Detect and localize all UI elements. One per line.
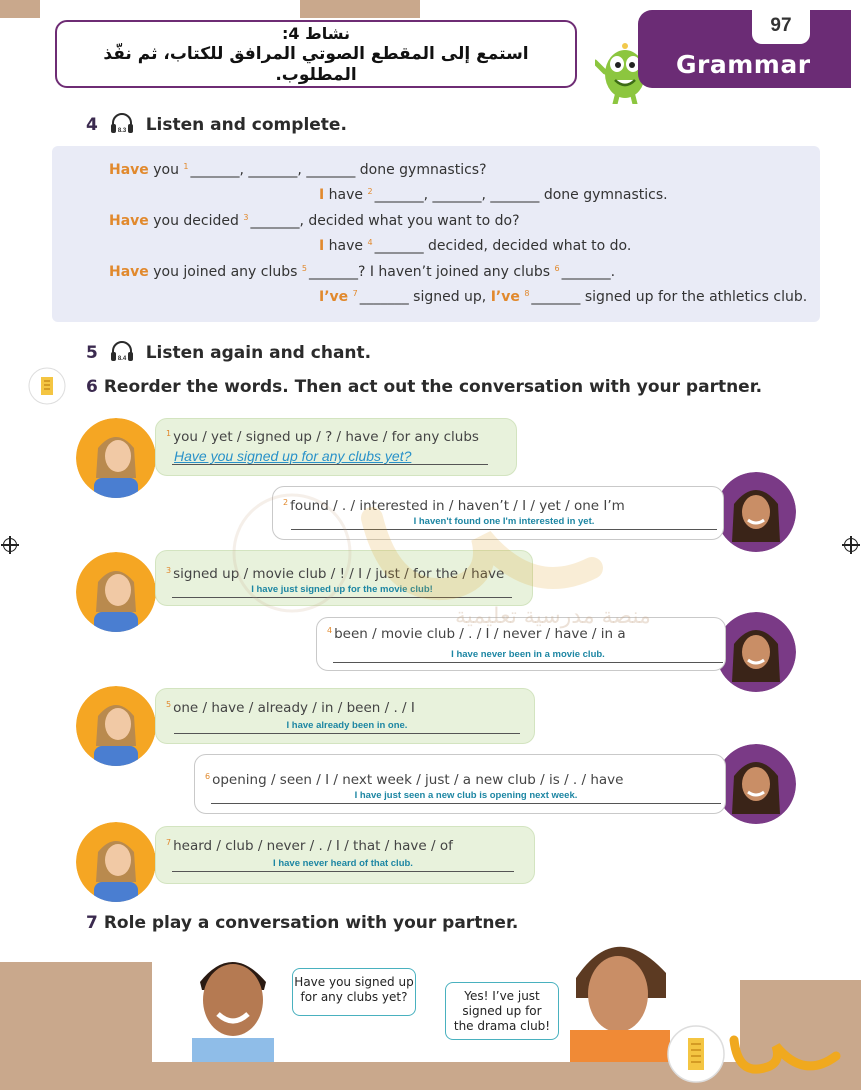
scrambled-prompt: $^6$ opening / seen / I / next week / just / a new club / is / . / have (205, 772, 624, 788)
speech-bubble-7 (155, 826, 535, 884)
answer-field[interactable]: I have just signed up for the movie club! (172, 582, 512, 598)
exercise-5-heading: 5 8.4 Listen again and chant. (86, 340, 371, 363)
girl-avatar-left (76, 552, 156, 632)
section-title: Grammar (676, 50, 811, 79)
girl-avatar-right (716, 612, 796, 692)
girl-avatar-left (76, 822, 156, 902)
girl-avatar-left (76, 418, 156, 498)
answer-field[interactable]: I have never been in a movie club. (333, 647, 723, 663)
role-play-bubble-boy-2: Yes! I’ve just signed up for the drama club! (445, 982, 559, 1040)
complete-line-1: Have you $^1$ _______, _______, _______ done gymnastics? (109, 162, 487, 178)
activity-title: نشاط 4: (281, 24, 351, 43)
complete-line-6: I’ve $^7$ _______ signed up, I’ve $^8$ _______ signed up for the athletics club. (319, 289, 808, 305)
registration-mark-icon (3, 538, 17, 552)
complete-line-3: Have you decided $^3$ _______, decided what you want to do? (109, 213, 520, 229)
watermark-text: منصة مدرسية تعليمية (455, 604, 651, 629)
bottom-decor-left (0, 962, 152, 1090)
track-number: 8.3 (117, 128, 126, 134)
top-tab-left (0, 0, 40, 18)
speech-bubble-1 (155, 418, 517, 476)
scrambled-prompt: $^1$ you / yet / signed up / ? / have / for any clubs (166, 429, 479, 445)
activity-box (55, 20, 577, 88)
scrambled-prompt: $^2$ found / . / interested in / haven’t / I / yet / one I’m (283, 498, 625, 514)
complete-line-2: I have $^2$ _______, _______, _______ done gymnastics. (319, 187, 668, 203)
speech-bubble-5 (155, 688, 535, 744)
exercise-7-heading: 7 Role play a conversation with your partner. (86, 913, 519, 933)
hallool-logo (664, 1020, 842, 1086)
headphones-icon[interactable] (110, 340, 134, 362)
answer-field[interactable]: I have never heard of that club. (172, 856, 514, 872)
scrambled-prompt: $^4$ been / movie club / . / I / never / have / in a (327, 626, 626, 642)
bottom-decor-mid (152, 1062, 740, 1090)
grammar-banner (638, 10, 851, 88)
headphones-icon[interactable] (110, 112, 134, 134)
girl-avatar-right (716, 744, 796, 824)
pencil-badge-icon (28, 367, 66, 405)
scrambled-prompt: $^7$ heard / club / never / . / I / that / have / of (166, 838, 453, 854)
exercise-6-heading: 6 Reorder the words. Then act out the conversation with your partner. (86, 377, 763, 397)
girl-avatar-right (716, 472, 796, 552)
exercise-4-heading (86, 112, 347, 135)
registration-mark-icon (844, 538, 858, 552)
page-number: 97 (752, 8, 810, 44)
answer-field[interactable]: I have already been in one. (174, 718, 520, 734)
girl-avatar-left (76, 686, 156, 766)
boy-photo-left (182, 942, 284, 1062)
exercise-number: 4 (86, 115, 98, 135)
complete-line-4: I have $^4$ _______ decided, decided what to do. (319, 238, 632, 254)
scrambled-prompt: $^5$ one / have / already / in / been / . / I (166, 700, 415, 716)
complete-line-5: Have you joined any clubs $^5$ _______? I haven’t joined any clubs $^6$ _______. (109, 264, 616, 280)
activity-instruction: استمع إلى المقطع الصوتي المرافق للكتاب، ثم نفّذ المطلوب. (103, 44, 529, 85)
boy-photo-right (566, 928, 676, 1062)
top-tab-center (300, 0, 420, 18)
exercise-title: Listen and complete. (145, 115, 347, 135)
answer-field[interactable]: I haven't found one I'm interested in yet. (291, 514, 717, 530)
speech-bubble-6 (194, 754, 726, 814)
answer-field[interactable]: I have just seen a new club is opening next week. (211, 788, 721, 804)
scrambled-prompt: $^3$ signed up / movie club / ! / I / just / for the / have (166, 566, 505, 582)
track-number: 8.4 (117, 356, 126, 362)
role-play-bubble-boy: Have you signed up for any clubs yet? (292, 968, 416, 1016)
answer-field[interactable]: Have you signed up for any clubs yet? (172, 449, 488, 465)
